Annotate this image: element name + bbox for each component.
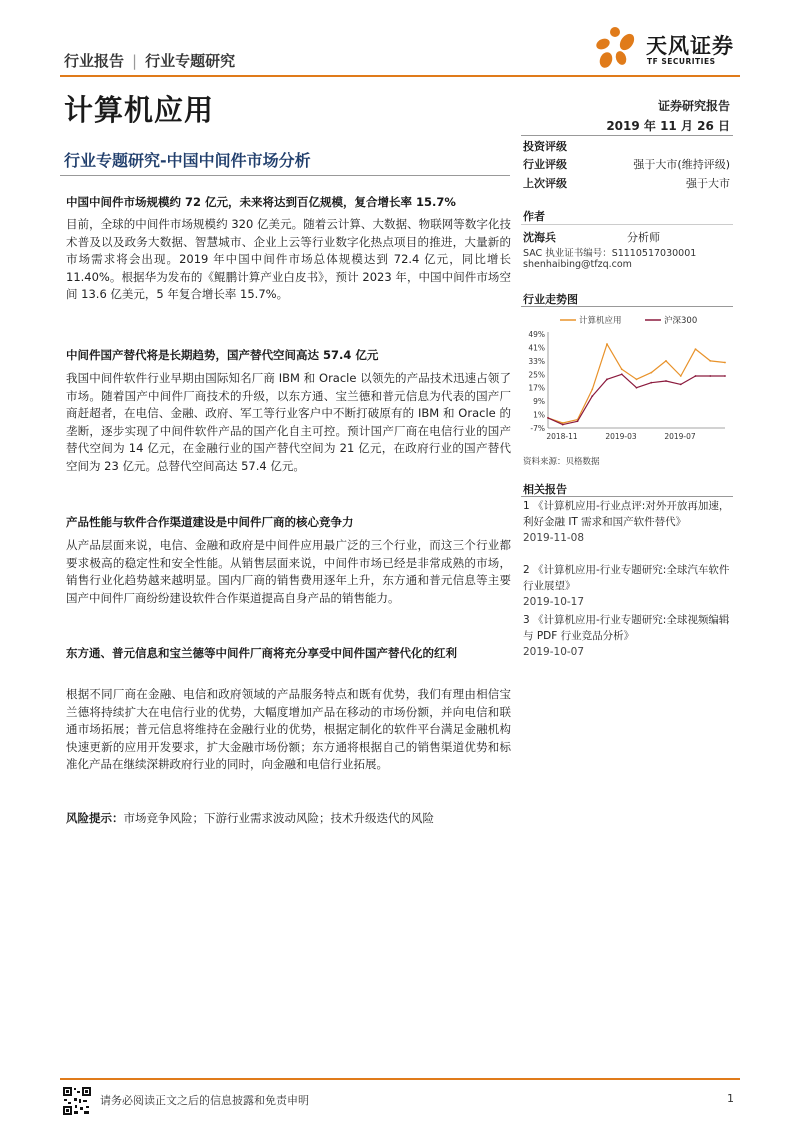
data-point (695, 375, 697, 377)
section-heading-3: 产品性能与软件合作渠道建设是中间件厂商的核心竞争力 (66, 515, 354, 529)
category-separator: | (132, 52, 138, 70)
trend-divider (521, 306, 733, 307)
series-line (548, 344, 725, 423)
subtitle-divider (60, 175, 510, 176)
data-point (591, 388, 593, 390)
related-report-title: 2 《计算机应用-行业专题研究:全球汽车软件行业展望》 (523, 564, 730, 592)
data-point (724, 362, 726, 364)
disclaimer-text: 请务必阅读正文之后的信息披露和免责申明 (100, 1094, 309, 1107)
y-tick-label: 9% (533, 397, 545, 407)
chart-source: 资料来源：贝格数据 (523, 457, 600, 467)
report-subtitle: 行业专题研究-中国中间件市场分析 (64, 151, 311, 170)
logo-chinese-name: 天风证券 (646, 34, 734, 58)
report-type: 证券研究报告 (657, 99, 730, 113)
y-tick-label: 49% (528, 330, 545, 339)
data-point (577, 420, 579, 422)
related-report-3[interactable] (523, 612, 733, 660)
related-report-title: 1 《计算机应用-行业点评:对外开放再加速，利好金融 IT 需求和国产软件替代》 (523, 500, 730, 528)
previous-rating-row (523, 175, 730, 191)
data-point (680, 383, 682, 385)
data-point (621, 373, 623, 375)
data-point (650, 382, 652, 384)
risk-label: 风险提示： (66, 811, 124, 825)
trend-chart (520, 310, 735, 445)
rating-top-divider (521, 135, 733, 136)
related-report-1[interactable] (523, 498, 733, 546)
y-tick-label: 33% (528, 356, 545, 366)
data-point (591, 395, 593, 397)
author-divider (521, 224, 733, 225)
data-point (606, 343, 608, 345)
industry-rating-label: 行业评级 (523, 158, 567, 171)
y-tick-label: 25% (528, 370, 545, 380)
subcategory-label: 行业专题研究 (145, 52, 236, 70)
footer-divider (60, 1078, 740, 1080)
section-heading-4: 东方通、普元信息和宝兰德等中间件厂商将充分享受中间件国产替代化的红利 (66, 646, 457, 660)
section-text-3: 从产品层面来说，电信、金融和政府是中间件应用最广泛的三个行业，而这三个行业都要求极高的稳定性和安全性能。从销售层面来说，中间件市场已经是非常成熟的市场，销售行业化趋势越来越明显。国内厂商的销售费用逐年上升，东方通和普元信息等主要国产中间件厂商纷纷建设软件合作渠道提高自身产品的销售能力。 (66, 538, 511, 605)
related-report-2[interactable] (523, 562, 733, 610)
related-report-date: 2019-11-08 (523, 532, 585, 544)
report-date: 2019 年 11 月 26 日 (606, 119, 730, 133)
x-tick-label: 2018-11 (546, 432, 578, 441)
industry-rating-value: 强于大市(维持评级) (633, 158, 730, 171)
author-role: 分析师 (627, 231, 660, 244)
category-label: 行业报告 (64, 52, 125, 70)
page-number: 1 (727, 1092, 734, 1105)
author-name: 沈海兵 (523, 231, 556, 244)
x-tick-label: 2019-03 (605, 432, 637, 441)
industry-rating-row (523, 156, 730, 172)
data-point (665, 380, 667, 382)
related-report-title: 3 《计算机应用-行业专题研究:全球视频编辑与 PDF 行业竞品分析》 (523, 614, 730, 642)
data-point (562, 424, 564, 426)
data-point (665, 360, 667, 362)
author-sac-number: SAC 执业证书编号：S1110517030001 (523, 248, 697, 259)
series-line (548, 374, 725, 424)
data-point (709, 360, 711, 362)
section-text-4: 根据不同厂商在金融、电信和政府领域的产品服务特点和既有优势，我们有理由相信宝兰德将持续扩大在电信行业的优势，大幅度增加产品在移动的市场份额，并向电信和联通市场拓展；普元信息将维持在金融行业的优势，根据定制化的软件平台满足金融机构快速更新的应用开发要求，扩大金融市场份额；东方通将根据自己的销售渠道优势和标准化产品在继续深耕政府行业的同时，向金融和电信行业拓展。 (66, 687, 511, 771)
data-point (621, 368, 623, 370)
x-tick-label: 2019-07 (664, 432, 696, 441)
trend-heading: 行业走势图 (523, 293, 578, 306)
data-point (695, 348, 697, 350)
data-point (636, 378, 638, 380)
previous-rating-label: 上次评级 (523, 177, 567, 190)
y-tick-label: 1% (533, 410, 545, 420)
author-email[interactable]: shenhaibing@tfzq.com (523, 259, 632, 270)
y-tick-label: -7% (530, 424, 545, 433)
section-text-2: 我国中间件软件行业早期由国际知名厂商 IBM 和 Oracle 以领先的产品技术迅速占领了市场。随着国产中间件厂商技术的升级，以东方通、宝兰德和普元信息为代表的国产厂商赶超者，在电信、金融、政府、军工等行业客户中不断打破原有的 IBM 和 Oracle 的垄断，逐步实现了中间件软件产品的国产化自主可控。预计国产厂商在电信行业的国产替代空间为 14 亿元，在金融行业的国产替代空间为 21 亿元，在政府行业的国产替代空间为 23 亿元。总替代空间高达 57.4 亿元。 (66, 371, 511, 473)
data-point (709, 375, 711, 377)
logo-english-name: TF SECURITIES (647, 57, 716, 66)
report-category (64, 50, 235, 71)
author-row (523, 229, 730, 245)
legend-label: 沪深300 (664, 316, 698, 326)
qr-code-icon (62, 1086, 92, 1116)
section-text-1: 目前，全球的中间件市场规模约 320 亿美元。随着云计算、大数据、物联网等数字化技术普及以及政务大数据、智慧城市、企业上云等行业数字化热点项目的推进，大量新的市场需求将会出现。2019 年中国中间件市场总体规模达到 72.4 亿元，同比增长 11.40%。根据华为发布的《鲲鹏计算产业白皮书》，预计 2023 年，中国中间件市场空间 13.6 亿美元，5 年复合增长率 15.7%。 (66, 217, 511, 301)
rating-heading: 投资评级 (523, 140, 567, 153)
related-report-date: 2019-10-07 (523, 646, 585, 658)
data-point (636, 387, 638, 389)
sector-title: 计算机应用 (64, 93, 215, 127)
legend-label: 计算机应用 (579, 316, 622, 326)
related-report-date: 2019-10-17 (523, 596, 585, 608)
header-divider (60, 75, 740, 77)
previous-rating-value: 强于大市 (686, 177, 730, 190)
data-point (547, 417, 549, 419)
data-point (562, 422, 564, 424)
y-tick-label: 17% (528, 383, 545, 393)
data-point (724, 375, 726, 377)
risk-text: 市场竞争风险；下游行业需求波动风险；技术升级迭代的风险 (123, 811, 434, 825)
section-heading-2: 中间件国产替代将是长期趋势，国产替代空间高达 57.4 亿元 (66, 348, 379, 362)
author-heading: 作者 (523, 210, 545, 223)
data-point (650, 372, 652, 374)
related-divider (521, 496, 733, 497)
data-point (606, 378, 608, 380)
y-tick-label: 41% (528, 343, 545, 353)
section-heading-1: 中国中间件市场规模约 72 亿元，未来将达到百亿规模，复合增长率 15.7% (66, 195, 456, 209)
related-heading: 相关报告 (523, 483, 567, 496)
risk-warning (66, 810, 434, 826)
data-point (680, 375, 682, 377)
